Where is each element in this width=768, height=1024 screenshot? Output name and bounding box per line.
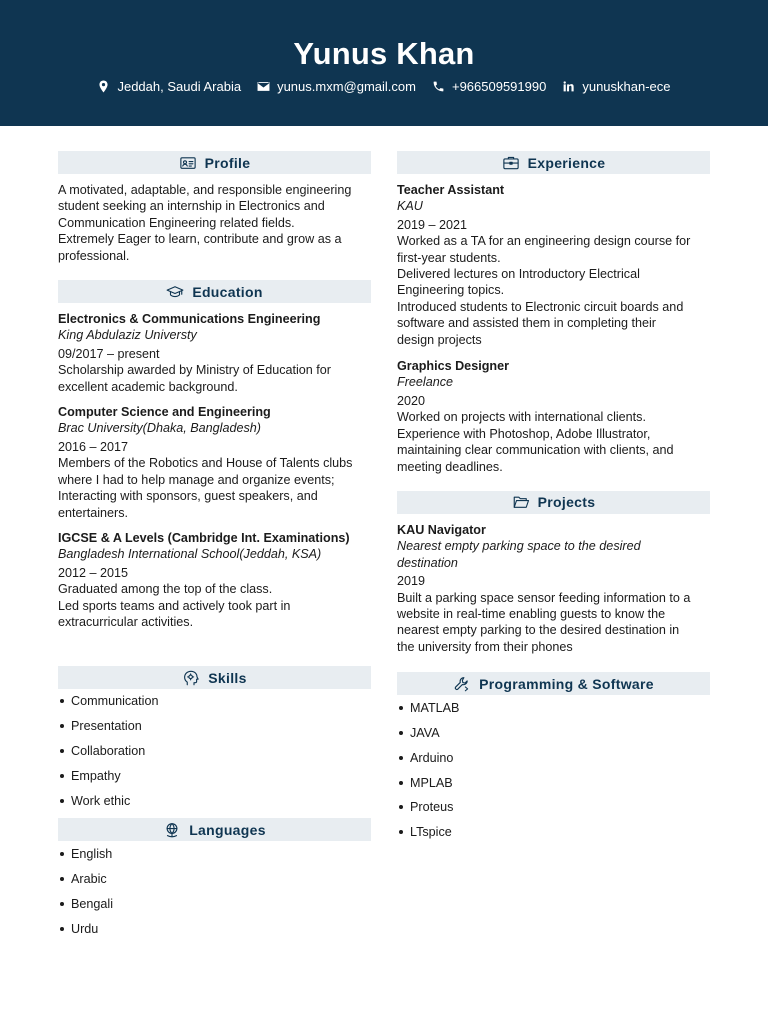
experience-title: Experience xyxy=(527,154,606,171)
education-dates: 2012 – 2015 xyxy=(58,565,129,580)
project-name: KAU Navigator xyxy=(397,522,486,537)
project-line: website in real-time enabling guests to know the xyxy=(397,606,666,621)
languages-section-header xyxy=(58,818,371,841)
experience-line: Delivered lectures on Introductory Electrical xyxy=(397,267,640,282)
projects-section-header xyxy=(397,491,710,514)
experience-entry xyxy=(397,182,710,348)
education-title: Education xyxy=(192,283,263,300)
experience-line: Worked as a TA for an engineering design course for xyxy=(397,234,691,249)
education-school: King Abdulaziz Universty xyxy=(58,328,197,343)
experience-line: Experience with Photoshop, Adobe Illustrator, xyxy=(397,426,651,441)
skills-list xyxy=(58,692,371,816)
education-dates: 09/2017 – present xyxy=(58,346,160,361)
project-subtitle: Nearest empty parking space to the desired xyxy=(397,539,641,554)
briefcase-icon xyxy=(502,154,520,172)
profile-title: Profile xyxy=(204,154,251,171)
education-entry xyxy=(58,404,371,521)
skills-title: Skills xyxy=(208,669,247,686)
list-item: Urdu xyxy=(58,920,371,945)
profile-summary xyxy=(58,182,371,264)
wrench-code-icon xyxy=(453,675,471,693)
candidate-name: Yunus Khan xyxy=(293,36,475,71)
profile-line: Communication Engineering related fields. xyxy=(58,215,295,230)
education-line: extracurricular activities. xyxy=(58,614,194,629)
experience-dates: 2020 xyxy=(397,393,426,408)
profile-line: professional. xyxy=(58,248,130,263)
experience-line: first-year students. xyxy=(397,250,501,265)
languages-title: Languages xyxy=(189,821,266,838)
right-column xyxy=(397,151,710,848)
folder-open-icon xyxy=(512,493,530,511)
contact-row xyxy=(0,79,768,94)
education-degree: Electronics & Communications Engineering xyxy=(58,312,321,327)
experience-section-header xyxy=(397,151,710,174)
contact-email[interactable] xyxy=(257,79,416,94)
head-gear-icon xyxy=(182,669,200,687)
phone-text[interactable]: +966509591990 xyxy=(451,79,547,94)
experience-line: Engineering topics. xyxy=(397,283,505,298)
experience-org: KAU xyxy=(397,199,423,214)
education-line: Led sports teams and actively took part in xyxy=(58,598,291,613)
list-item: Arabic xyxy=(58,870,371,895)
experience-line: software and assisted them in completing their xyxy=(397,316,657,331)
education-description xyxy=(58,455,371,521)
experience-description xyxy=(397,409,710,475)
contact-phone[interactable] xyxy=(432,79,546,94)
experience-line: maintaining clear communication with clients, and xyxy=(397,443,674,458)
education-section-header xyxy=(58,280,371,303)
education-line: Interacting with sponsors, guest speakers, and xyxy=(58,489,318,504)
globe-icon xyxy=(163,821,181,839)
experience-role: Graphics Designer xyxy=(397,359,509,374)
profile-line: student seeking an internship in Electronics and xyxy=(58,199,325,214)
education-line: Members of the Robotics and House of Talents clubs xyxy=(58,456,353,471)
education-school: Bangladesh International School(Jeddah, KSA) xyxy=(58,547,322,562)
education-line: where I had to help manage and organize events; xyxy=(58,472,335,487)
list-item: Bengali xyxy=(58,895,371,920)
experience-line: meeting deadlines. xyxy=(397,459,503,474)
education-line: Scholarship awarded by Ministry of Education for xyxy=(58,363,331,378)
profile-section-header xyxy=(58,151,371,174)
phone-icon xyxy=(432,80,445,93)
programming-section-header xyxy=(397,672,710,695)
project-subtitle: destination xyxy=(397,555,458,570)
graduation-cap-icon xyxy=(166,283,184,301)
linkedin-link[interactable]: yunuskhan-ece xyxy=(582,79,671,94)
projects-title: Projects xyxy=(537,494,596,511)
languages-list xyxy=(58,845,371,944)
programming-title: Programming & Software xyxy=(479,675,654,692)
list-item: Work ethic xyxy=(58,792,371,817)
education-school: Brac University(Dhaka, Bangladesh) xyxy=(58,421,261,436)
list-item: Proteus xyxy=(397,798,710,823)
project-line: Built a parking space sensor feeding information to a xyxy=(397,590,691,605)
location-pin-icon xyxy=(97,80,110,93)
profile-line: Extremely Eager to learn, contribute and grow as a xyxy=(58,232,342,247)
linkedin-icon xyxy=(562,80,575,93)
education-line: entertainers. xyxy=(58,505,129,520)
experience-line: Introduced students to Electronic circuit boards and xyxy=(397,299,684,314)
education-degree: Computer Science and Engineering xyxy=(58,405,271,420)
list-item: Empathy xyxy=(58,767,371,792)
experience-entry xyxy=(397,358,710,475)
education-entry xyxy=(58,530,371,630)
education-entry xyxy=(58,311,371,395)
experience-line: design projects xyxy=(397,332,482,347)
list-item: Collaboration xyxy=(58,742,371,767)
list-item: LTspice xyxy=(397,823,710,848)
contact-location xyxy=(97,79,241,94)
programming-list xyxy=(397,699,710,848)
skills-section-header xyxy=(58,666,371,689)
education-degree: IGCSE & A Levels (Cambridge Int. Examinations) xyxy=(58,530,350,545)
experience-line: Worked on projects with international clients. xyxy=(397,410,646,425)
list-item: Arduino xyxy=(397,749,710,774)
experience-role: Teacher Assistant xyxy=(397,183,505,197)
project-dates: 2019 xyxy=(397,574,426,589)
education-dates: 2016 – 2017 xyxy=(58,439,129,454)
contact-linkedin[interactable] xyxy=(562,79,670,94)
experience-org: Freelance xyxy=(397,375,454,390)
education-line: excellent academic background. xyxy=(58,379,238,394)
project-line: the university from their phones xyxy=(397,639,573,654)
experience-description xyxy=(397,233,710,348)
left-column xyxy=(58,151,371,945)
envelope-icon xyxy=(257,80,270,93)
list-item: JAVA xyxy=(397,724,710,749)
location-text: Jeddah, Saudi Arabia xyxy=(117,79,242,94)
id-card-icon xyxy=(179,154,197,172)
list-item: MPLAB xyxy=(397,774,710,799)
list-item: Communication xyxy=(58,692,371,717)
list-item: MATLAB xyxy=(397,699,710,724)
project-entry xyxy=(397,522,710,655)
list-item: Presentation xyxy=(58,717,371,742)
resume-header xyxy=(0,0,768,126)
education-description xyxy=(58,362,371,395)
education-line: Graduated among the top of the class. xyxy=(58,582,273,597)
list-item: English xyxy=(58,845,371,870)
project-description xyxy=(397,590,710,656)
project-line: nearest empty parking to the desired destination in xyxy=(397,623,680,638)
profile-line: A motivated, adaptable, and responsible engineering xyxy=(58,183,352,197)
experience-dates: 2019 – 2021 xyxy=(397,217,468,232)
education-description xyxy=(58,581,371,630)
email-link[interactable]: yunus.mxm@gmail.com xyxy=(277,79,416,94)
